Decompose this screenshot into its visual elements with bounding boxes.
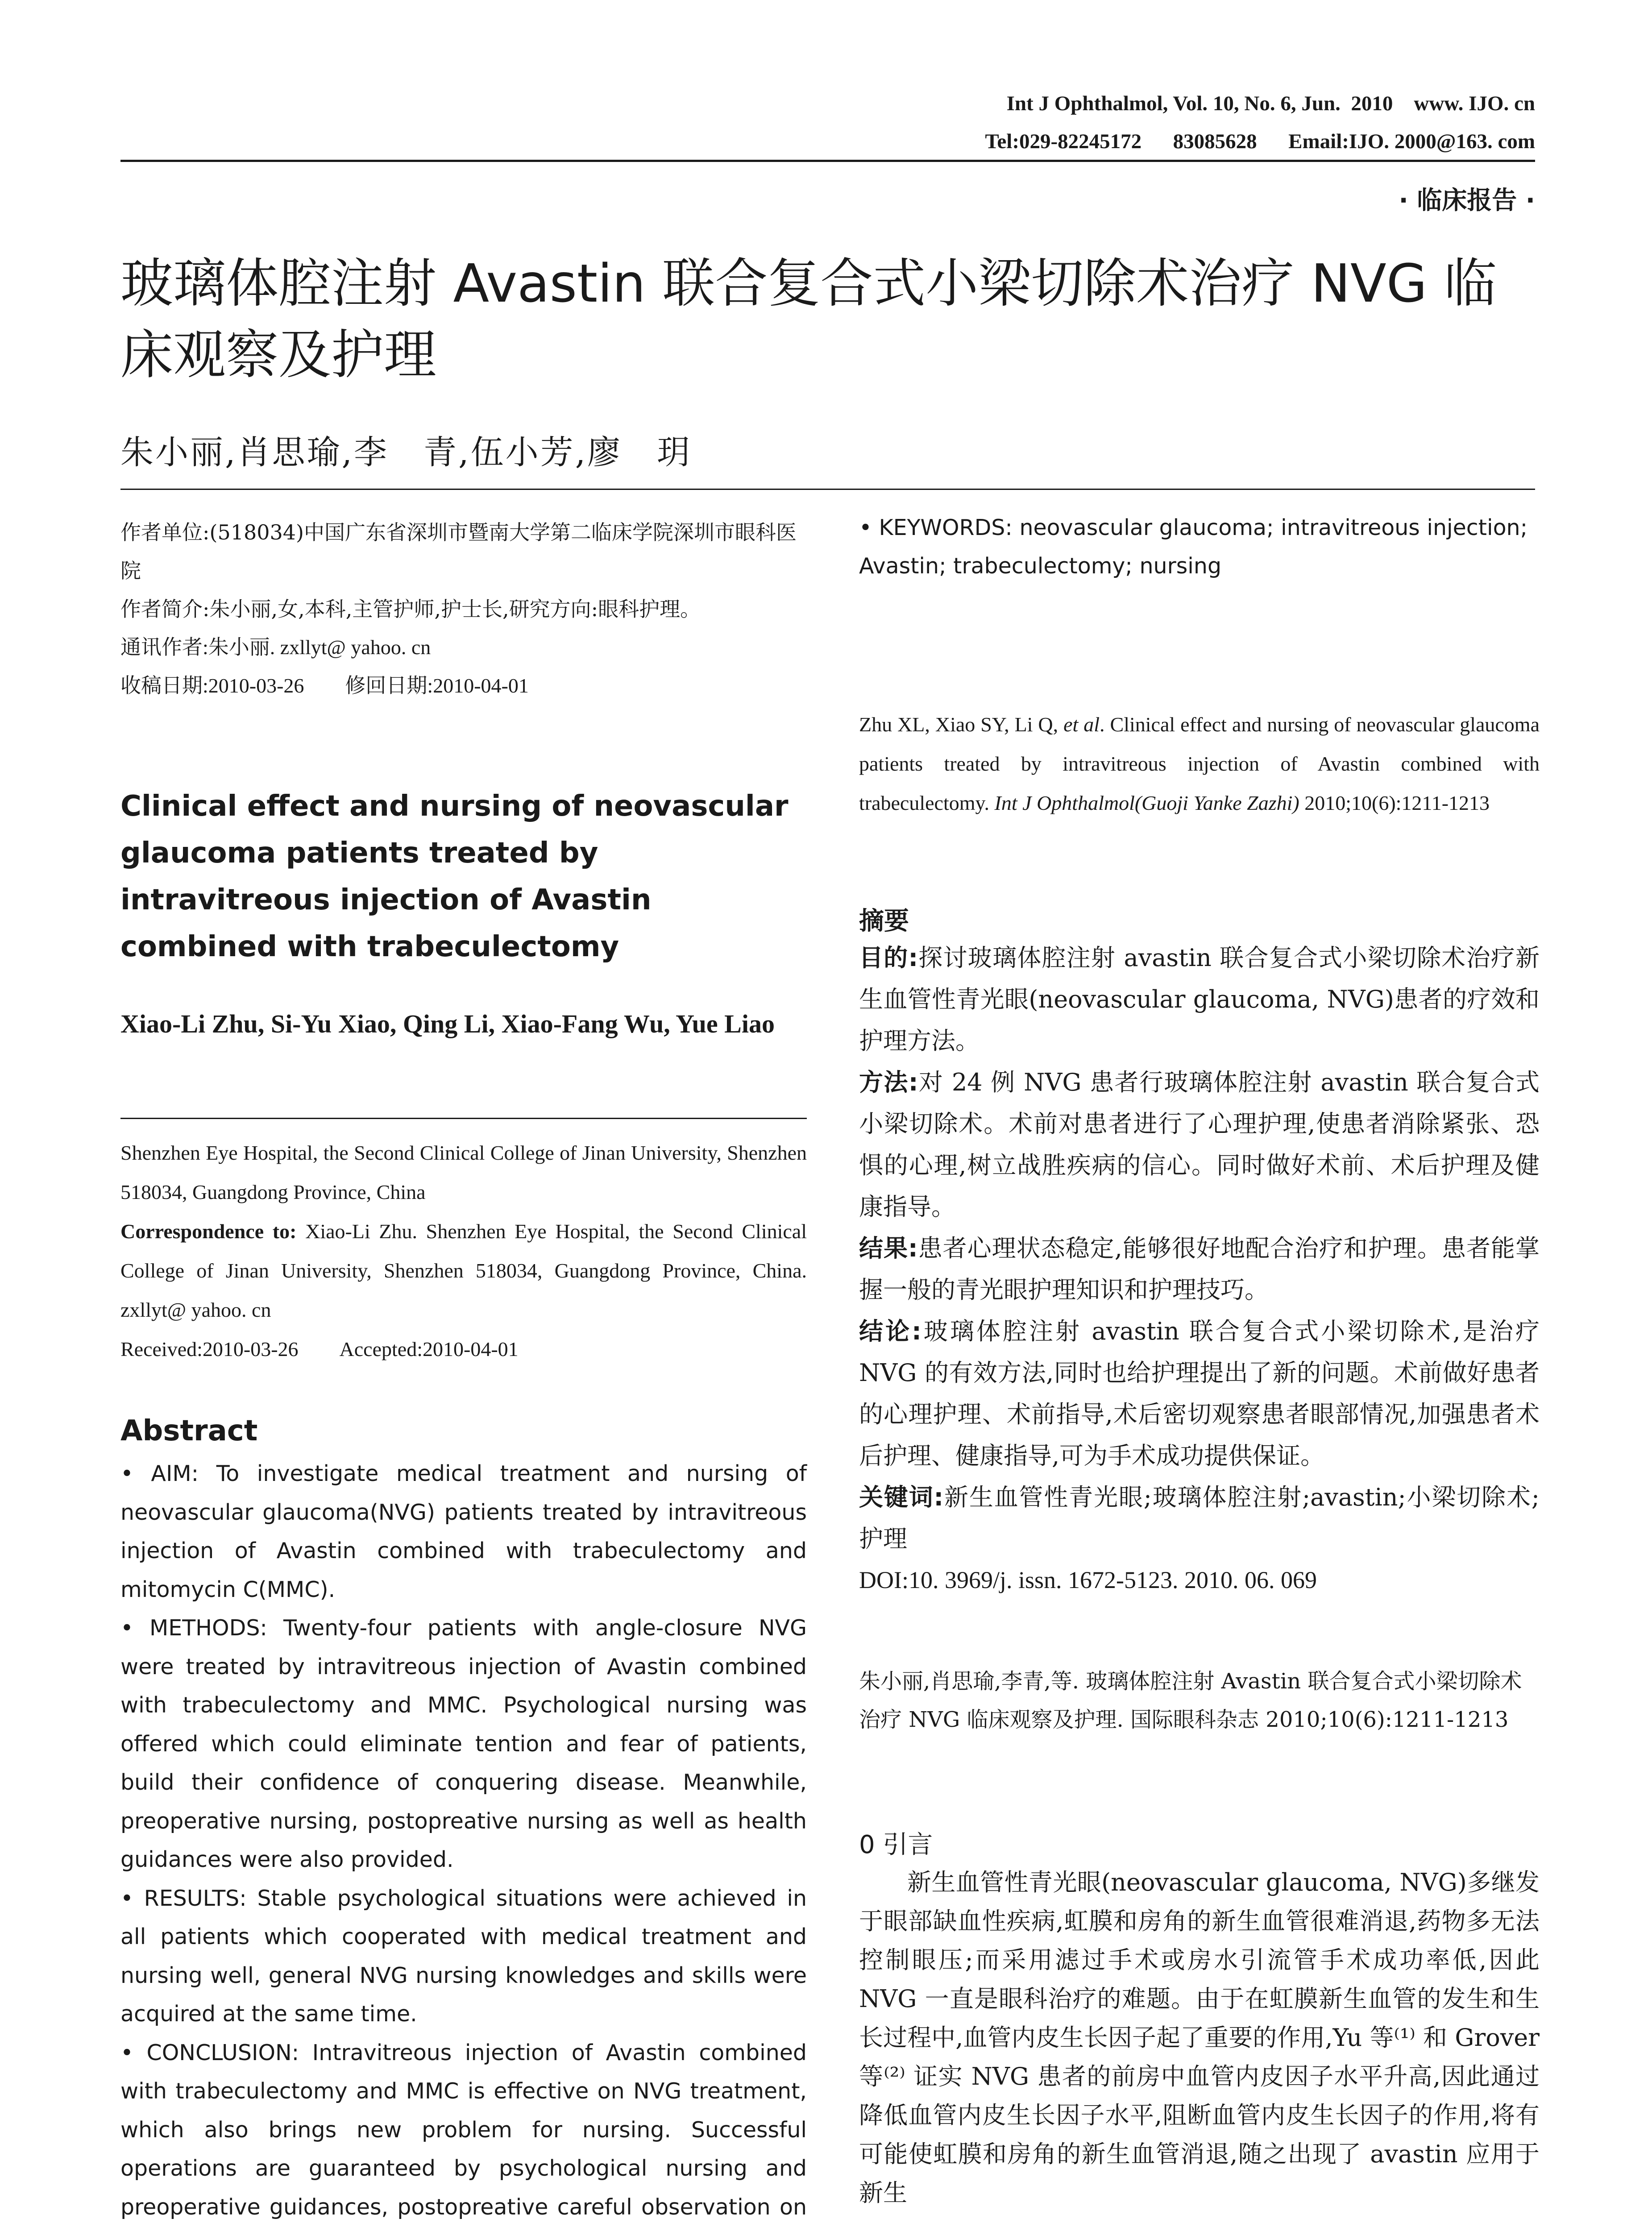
en-corr-label: Correspondence to:: [120, 1220, 297, 1243]
english-title: Clinical effect and nursing of neovascular glaucoma patients treated by intravitreous injection of Avastin combined with trabeculectomy: [120, 790, 789, 963]
abstract-aim: • AIM: To investigate medical treatment and nursing of neovascular glaucoma(NVG) patients treated by intravitreous injection of Avastin combined with trabeculectomy and mitomycin C(MMC).: [120, 1461, 807, 1602]
en-corr-text: Xiao-Li Zhu. Shenzhen Eye Hospital, the Second Clinical College of Jinan University, Shenzhen 518034, Guangdong Province, China. zxllyt@ yahoo. cn: [120, 1220, 807, 1321]
citation-en-etal: et al: [1063, 713, 1100, 736]
cn-abstract-results: [859, 1227, 1540, 1310]
section-tag: · 临床报告 ·: [1399, 186, 1535, 215]
cn-author-info: [120, 513, 807, 705]
keywords-block: [859, 509, 1540, 585]
cn-aim-label: 目的:: [859, 944, 918, 972]
authors-cn: 朱小丽,肖思瑜,李 青,伍小芳,廖 玥: [120, 433, 692, 472]
cn-abstract-body: [859, 937, 1540, 1601]
abstract-body: [120, 1455, 807, 2231]
journal-header-line: Int J Ophthalmol, Vol. 10, No. 6, Jun. 2010 www. IJO. cn: [1006, 92, 1535, 115]
intro-heading: 0 引言: [859, 1830, 933, 1859]
title-rule: [120, 489, 1535, 490]
cn-results-text: 患者心理状态稳定,能够很好地配合治疗和护理。患者能掌握一般的青光眼护理知识和护理技巧。: [859, 1234, 1540, 1304]
cn-bio: 作者简介:朱小丽,女,本科,主管护师,护士长,研究方向:眼科护理。: [120, 597, 701, 621]
cn-abstract-methods: [859, 1062, 1540, 1227]
cn-keywords-label: 关键词:: [859, 1483, 944, 1511]
citation-en-pre: Zhu XL, Xiao SY, Li Q,: [859, 713, 1064, 736]
abstract-methods: • METHODS: Twenty-four patients with angle-closure NVG were treated by intravitreous injection of Avastin combined with trabeculectomy and MMC. Psychological nursing was offered which could eliminate tention and fear of patients, build their confidence of conquering disease. Meanwhile, preoperative nursing, postopreative nursing as well as health guidances were also provided.: [120, 1615, 807, 1872]
cn-results-label: 结果:: [859, 1234, 918, 1262]
cn-aim-text: 探讨玻璃体腔注射 avastin 联合复合式小梁切除术治疗新生血管性青光眼(neovascular glaucoma, NVG)患者的疗效和护理方法。: [859, 944, 1540, 1055]
citation-cn: 朱小丽,肖思瑜,李青,等. 玻璃体腔注射 Avastin 联合复合式小梁切除术治疗 NVG 临床观察及护理. 国际眼科杂志 2010;10(6):1211-1213: [859, 1669, 1522, 1732]
keywords-en: • KEYWORDS: neovascular glaucoma; intravitreous injection; Avastin; trabeculectomy; nursing: [859, 515, 1528, 579]
authors-rule: [120, 1118, 807, 1119]
en-dates: Received:2010-03-26 Accepted:2010-04-01: [120, 1338, 519, 1360]
cn-abstract-aim: [859, 937, 1540, 1062]
abstract-results: • RESULTS: Stable psychological situations were achieved in all patients which cooperated with medical treatment and nursing well, general NVG nursing knowledges and skills were acquired at the same time.: [120, 1885, 807, 2027]
en-affiliation: Shenzhen Eye Hospital, the Second Clinical College of Jinan University, Shenzhen 518034, Guangdong Province, China: [120, 1141, 807, 1203]
cn-affiliation: 作者单位:(518034)中国广东省深圳市暨南大学第二临床学院深圳市眼科医院: [120, 520, 797, 583]
citation-en-journal: Int J Ophthalmol(Guoji Yanke Zazhi): [994, 792, 1299, 814]
cn-methods-label: 方法:: [859, 1068, 918, 1096]
abstract-conclusion: • CONCLUSION: Intravitreous injection of Avastin combined with trabeculectomy and MMC is effective on NVG treatment, which also brings new problem for nursing. Successful operations are guaranteed by psychological nursing and preoperative guidances, postopreative careful observation on: [120, 2040, 807, 2220]
cn-conclusion-label: 结论:: [859, 1317, 921, 1345]
cn-doi: DOI:10. 3969/j. issn. 1672-5123. 2010. 06. 069: [859, 1567, 1317, 1593]
cn-dates: 收稿日期:2010-03-26 修回日期:2010-04-01: [120, 674, 529, 697]
en-correspondence: [120, 1212, 807, 1330]
header-rule: [120, 160, 1535, 162]
citation-en: [859, 705, 1540, 823]
cn-abstract-conclusion: [859, 1310, 1540, 1476]
cn-keywords-text: 新生血管性青光眼;玻璃体腔注射;avastin;小梁切除术;护理: [859, 1483, 1540, 1553]
cn-conclusion-text: 玻璃体腔注射 avastin 联合复合式小梁切除术,是治疗 NVG 的有效方法,同时也给护理提出了新的问题。术前做好患者的心理护理、术前指导,术后密切观察患者眼部情况,加强患者术后护理、健康指导,可为手术成功提供保证。: [859, 1317, 1540, 1470]
intro-body: 新生血管性青光眼(neovascular glaucoma, NVG)多继发于眼部缺血性疾病,虹膜和房角的新生血管很难消退,药物多无法控制眼压;而采用滤过手术或房水引流管手术成功率低,因此 NVG 一直是眼科治疗的难题。由于在虹膜新生血管的发生和生长过程中,血管内皮生长因子起了重要的作用,Yu 等⁽¹⁾ 和 Grover 等⁽²⁾ 证实 NVG 患者的前房中血管内皮因子水平升高,因此通过降低血管内皮生长因子水平,阻断血管内皮生长因子的作用,将有可能使虹膜和房角的新生血管消退,随之出现了 avastin 应用于新生: [859, 1868, 1540, 2207]
citation-en-mid: . Clinical effect and nursing of neovascular glaucoma patients treated by intravitreous injection of Avastin combined with trabeculectomy.: [859, 713, 1540, 814]
cn-methods-text: 对 24 例 NVG 患者行玻璃体腔注射 avastin 联合复合式小梁切除术。术前对患者进行了心理护理,使患者消除紧张、恐惧的心理,树立战胜疾病的信心。同时做好术前、术后护理及健康指导。: [859, 1068, 1540, 1221]
citation-en-post: 2010;10(6):1211-1213: [1299, 792, 1490, 814]
cn-abstract-keywords: [859, 1476, 1540, 1559]
english-author-info: [120, 1133, 807, 1369]
english-authors: Xiao-Li Zhu, Si-Yu Xiao, Qing Li, Xiao-Fang Wu, Yue Liao: [120, 1009, 775, 1038]
abstract-heading: Abstract: [120, 1414, 258, 1447]
cn-correspondence: 通讯作者:朱小丽. zxllyt@ yahoo. cn: [120, 636, 431, 659]
article-title: 玻璃体腔注射 Avastin 联合复合式小梁切除术治疗 NVG 临床观察及护理: [120, 253, 1497, 386]
cn-abstract-heading: 摘要: [859, 907, 909, 936]
journal-contact-line: Tel:029-82245172 83085628 Email:IJO. 2000@163. com: [985, 130, 1535, 153]
